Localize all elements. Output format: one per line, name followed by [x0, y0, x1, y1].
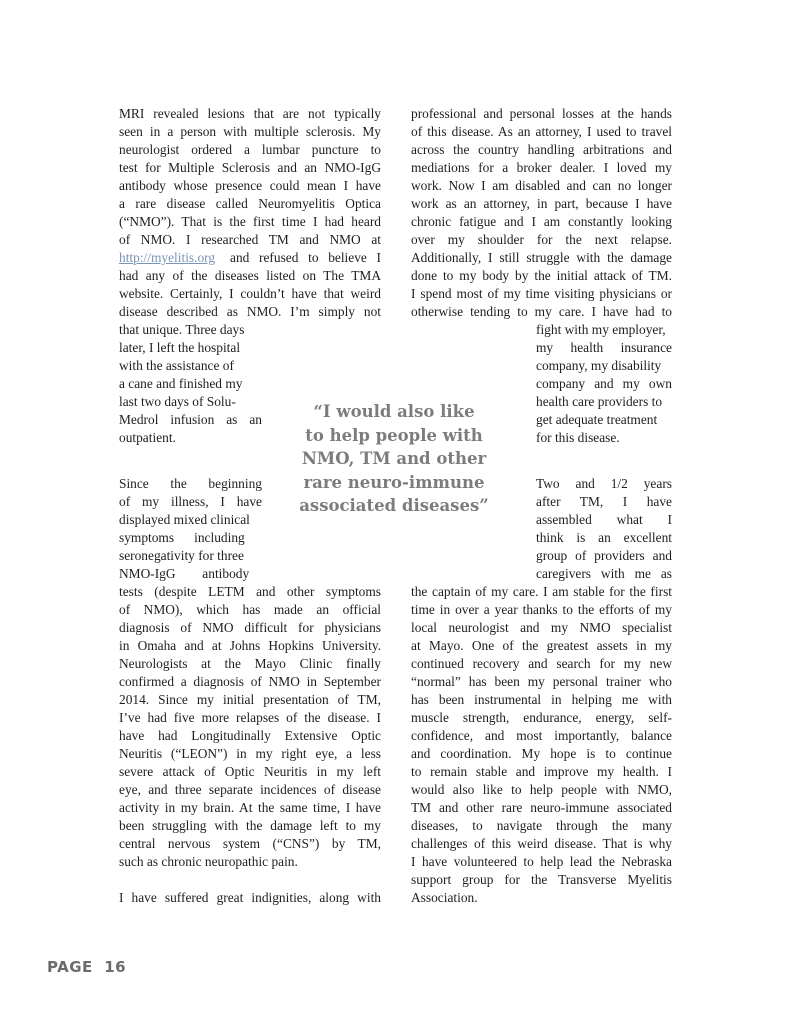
page-number: PAGE 16 [47, 958, 127, 976]
text-line: get adequate treatment [536, 412, 658, 427]
text-line: Additionally, I still struggle with the damage [411, 250, 672, 265]
text-line: at Mayo. One of the greatest assets in my [411, 638, 672, 653]
text-line: across the country handling arbitrations and [411, 142, 672, 157]
text-line: MRI revealed lesions that are not typically [119, 106, 381, 121]
text-line: website. Certainly, I couldn’t have that weird [119, 286, 381, 301]
text-line: and refused to believe I [230, 250, 381, 265]
text-line: Neurologists at the Mayo Clinic finally [119, 656, 381, 671]
text-line: symptoms including [119, 530, 245, 545]
pull-quote [289, 400, 499, 518]
text-line: group of providers and [536, 548, 672, 563]
text-line: local neurologist and my NMO specialist [411, 620, 672, 635]
text-line: TM and other rare neuro-immune associated [411, 800, 672, 815]
text-line: Medrol infusion as an [119, 412, 262, 427]
text-line: eye, and three separate incidences of disease [119, 782, 381, 797]
text-line: my health insurance [536, 340, 672, 355]
text-line: health care providers to [536, 394, 663, 409]
text-line: mediations for a broker dealer. I loved my [411, 160, 672, 175]
text-line: outpatient. [119, 430, 176, 445]
text-line: Association. [411, 890, 478, 905]
text-line: of my illness, I have [119, 494, 262, 509]
text-line: chronic fatigue and I am constantly looking [411, 214, 672, 229]
text-line: with the assistance of [119, 358, 234, 373]
text-line: diseases, to navigate through the many [411, 818, 672, 833]
text-line: antibody whose presence could mean I have [119, 178, 381, 193]
text-line: confidence, and most importantly, balance [411, 728, 672, 743]
text-line: in Omaha and at Johns Hopkins University. [119, 638, 381, 653]
text-line: work as an attorney, in part, because I have [411, 196, 672, 211]
text-line: I spend most of my time visiting physicians or [411, 286, 672, 301]
text-line: I’ve had five more relapses of the disease. I [119, 710, 381, 725]
text-line: that unique. Three days [119, 322, 245, 337]
text-line: of this disease. As an attorney, I used to travel [411, 124, 672, 139]
pull-quote-line: to help people with [305, 425, 483, 445]
text-line: activity in my brain. At the same time, I have [119, 800, 381, 815]
text-line: assembled what I [536, 512, 672, 527]
text-line: have had Longitudinally Extensive Optic [119, 728, 381, 743]
text-line: confirmed a diagnosis of NMO in September [119, 674, 381, 689]
text-line: diagnosis of NMO difficult for physicians [119, 620, 381, 635]
pull-quote-line: NMO, TM and other [301, 449, 487, 468]
text-line: 2014. Since my initial presentation of TM, [119, 692, 381, 707]
text-line: time in over a year thanks to the efforts of my [411, 602, 672, 617]
text-line: NMO-IgG antibody [119, 566, 250, 581]
text-line: had any of the diseases listed on The TMA [119, 268, 381, 283]
text-line: muscle strength, endurance, energy, self- [411, 710, 672, 725]
text-line: the captain of my care. I am stable for the first [411, 584, 672, 599]
text-line: challenges of this weird disease. That is why [411, 836, 672, 851]
text-line: (“NMO”). That is the first time I had heard [119, 214, 381, 229]
text-line: professional and personal losses at the hands [411, 106, 672, 121]
text-line: severe attack of Optic Neuritis in my left [119, 764, 381, 779]
text-line: to remain stable and improve my health. I [411, 764, 672, 779]
text-line: of NMO), which has made an official [119, 602, 381, 617]
text-line: a cane and finished my [119, 376, 243, 391]
text-line: tests (despite LETM and other symptoms [119, 584, 381, 599]
text-line: continued recovery and search for my new [411, 656, 672, 671]
text-line: done to my body by the initial attack of TM. [411, 268, 672, 283]
text-line: think is an excellent [536, 530, 672, 545]
pull-quote-line: associated diseases” [299, 496, 489, 515]
text-line: and coordination. My hope is to continue [411, 746, 672, 761]
myelitis-link[interactable]: http://myelitis.org [119, 250, 216, 265]
text-line: fight with my employer, [536, 322, 666, 337]
text-line: seronegativity for three [119, 548, 244, 563]
text-line: such as chronic neuropathic pain. [119, 854, 298, 869]
text-line: otherwise tending to my care. I have had to [411, 304, 672, 319]
text-line: been struggling with the damage left to my [119, 818, 381, 833]
text-line: I have suffered great indignities, along with [119, 890, 381, 905]
text-line: work. Now I am disabled and can no longer [411, 178, 672, 193]
text-line: after TM, I have [536, 494, 672, 509]
text-line: neurologist ordered a lumbar puncture to [119, 142, 381, 157]
text-line: seen in a person with multiple sclerosis. My [119, 124, 381, 139]
text-line: central nervous system (“CNS”) by TM, [119, 836, 381, 851]
text-line: over my shoulder for the next relapse. [411, 232, 672, 247]
text-line: company, my disability [536, 358, 662, 373]
text-line: later, I left the hospital [119, 340, 241, 355]
pull-quote-line: rare neuro-immune [303, 472, 485, 492]
text-line: a rare disease called Neuromyelitis Optica [119, 196, 381, 211]
text-line: last two days of Solu- [119, 394, 236, 409]
text-line: Two and 1/2 years [536, 476, 672, 491]
text-line: I have volunteered to help lead the Nebraska [411, 854, 672, 869]
text-line: test for Multiple Sclerosis and an NMO-IgG [119, 160, 381, 175]
text-line: displayed mixed clinical [119, 512, 250, 527]
text-line: Since the beginning [119, 476, 262, 491]
text-line: support group for the Transverse Myelitis [411, 872, 672, 887]
text-line: of NMO. I researched TM and NMO at [119, 232, 381, 247]
text-line: has been instrumental in helping me with [411, 692, 672, 707]
text-line: company and my own [536, 376, 672, 391]
text-line: caregivers with me as [536, 566, 672, 581]
text-line: Neuritis (“LEON”) in my right eye, a less [119, 746, 381, 761]
pull-quote-line: “I would also like [313, 402, 475, 421]
text-line: disease described as NMO. I’m simply not [119, 304, 381, 319]
text-line: “normal” has been my personal trainer who [411, 674, 672, 689]
text-line: for this disease. [536, 430, 620, 445]
text-line: would also like to help people with NMO, [411, 782, 672, 797]
